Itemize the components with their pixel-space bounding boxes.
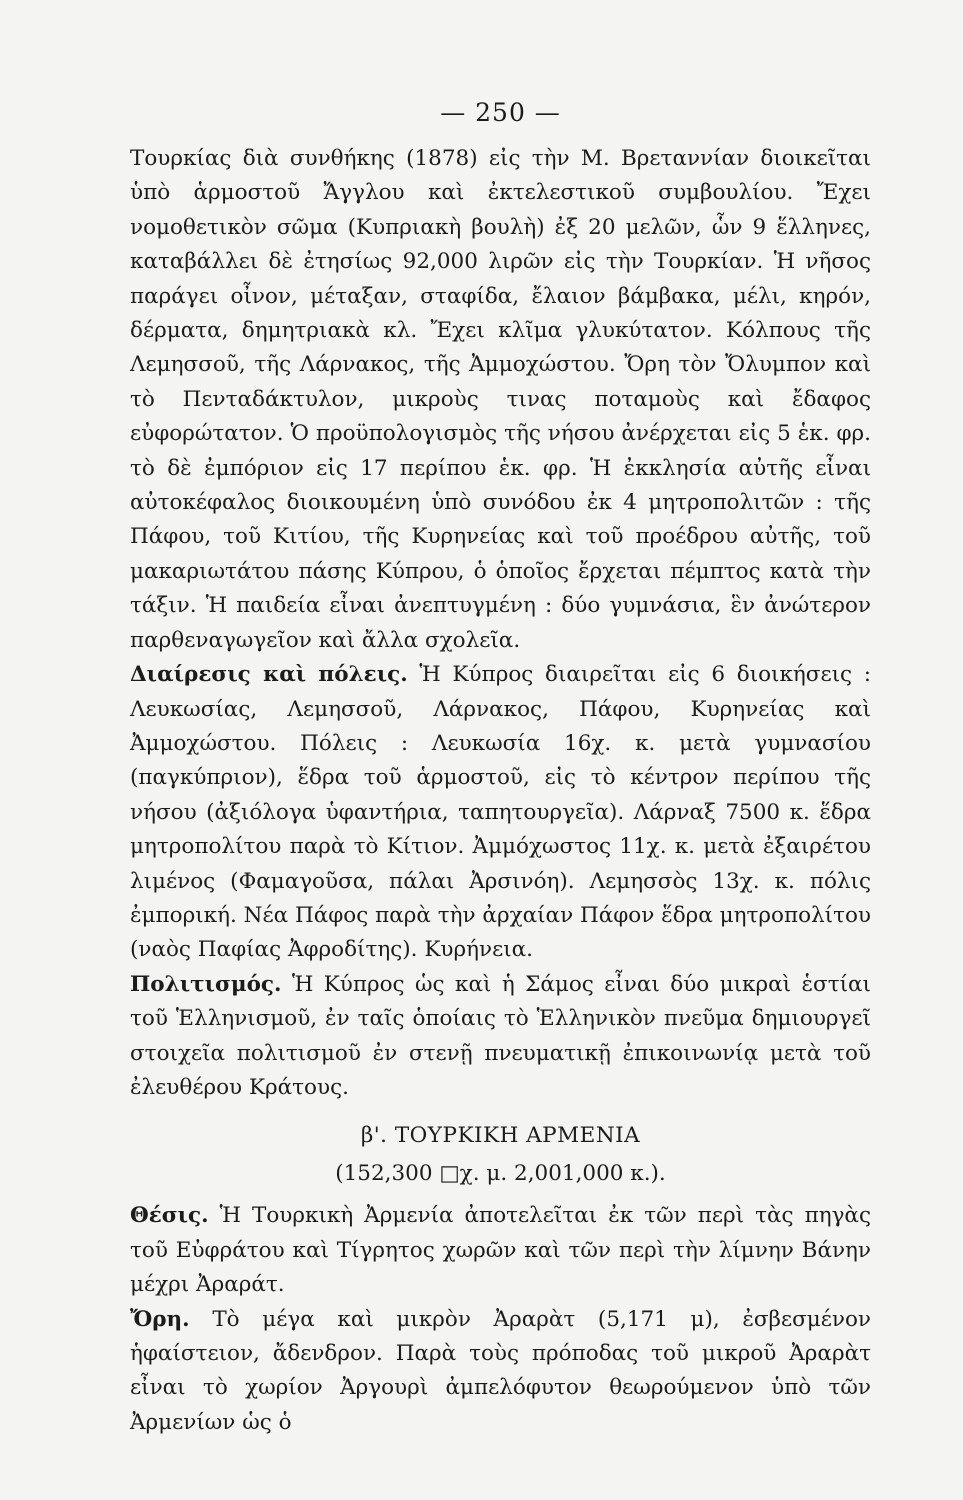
culture-heading: Πολιτισμός. [130,971,282,997]
position-text: Ἡ Τουρκικὴ Ἀρμενία ἀποτελεῖται ἐκ τῶν περὶ τὰς πηγὰς τοῦ Εὐφράτου καὶ Τίγρητος χωρῶν καὶ τῶν περὶ τὴν λίμνην Βάνην μέχρι Ἀραράτ. [130,1203,871,1298]
mountains-paragraph [130,1303,871,1441]
culture-text: Ἡ Κύπρος ὡς καὶ ἡ Σάμος εἶναι δύο μικραὶ ἑστίαι τοῦ Ἑλληνισμοῦ, ἐν ταῖς ὁποίαις τὸ Ἑλληνικὸν πνεῦμα δημιουργεῖ στοιχεῖα πολιτισμοῦ ἐν στενῇ πνευματικῇ ἐπικοινωνίᾳ μετὰ τοῦ ἐλευθέρου Κράτους. [130,971,871,1100]
position-paragraph [130,1199,871,1302]
division-paragraph [130,658,871,968]
position-heading: Θέσις. [130,1203,209,1229]
culture-paragraph [130,968,871,1106]
division-text: Ἡ Κύπρος διαιρεῖται εἰς 6 διοικήσεις : Λευκωσίας, Λεμησσοῦ, Λάρνακος, Πάφου, Κυρηνείας καὶ Ἀμμοχώστου. Πόλεις : Λευκωσία 16χ. κ. μετὰ γυμνασίου (παγκύπριον), ἕδρα τοῦ ἁρμοστοῦ, εἰς τὸ κέντρον περίπου τῆς νήσου (ἀξιόλογα ὑφαντήρια, ταπητουργεῖα). Λάρναξ 7500 κ. ἕδρα μητροπολίτου παρὰ τὸ Κίτιον. Ἀμμόχωστος 11χ. κ. μετὰ ἐξαιρέτου λιμένος (Φαμαγοῦσα, πάλαι Ἀρσινόη). Λεμησσὸς 13χ. κ. πόλις ἐμπορική. Νέα Πάφος παρὰ τὴν ἀρχαίαν Πάφον ἕδρα μητροπολίτου (ναὸς Παφίας Ἀφροδίτης). Κυρήνεια. [130,662,872,963]
mountains-heading: Ὄρη. [130,1306,190,1332]
division-heading: Διαίρεσις καὶ πόλεις. [130,662,408,688]
section-subtitle: (152,300 □χ. μ. 2,001,000 κ.). [335,1161,666,1187]
mountains-text: Τὸ μέγα καὶ μικρὸν Ἀραρὰτ (5,171 μ), ἐσβεσμένον ἡφαίστειον, ἄδενδρον. Παρὰ τοὺς πρόποδας τοῦ μικροῦ Ἀραρὰτ εἶναι τὸ χωρίον Ἀργουρὶ ἀμπελόφυτον θεωρούμενον ὑπὸ τῶν Ἀρμενίων ὡς ὁ [130,1306,871,1435]
section-title: β'. ΤΟΥΡΚΙΚΗ ΑΡΜΕΝΙΑ [360,1123,641,1149]
cyprus-intro-paragraph: Τουρκίας διὰ συνθήκης (1878) εἰς τὴν Μ. Βρεταννίαν διοικεῖται ὑπὸ ἁρμοστοῦ Ἄγγλου καὶ ἐκτελεστικοῦ συμβουλίου. Ἔχει νομοθετικὸν σῶμα (Κυπριακὴ βουλὴ) ἐξ 20 μελῶν, ὧν 9 ἕλληνες, καταβάλλει δὲ ἐτησίως 92,000 λιρῶν εἰς τὴν Τουρκίαν. Ἡ νῆσος παράγει οἶνον, μέταξαν, σταφίδα, ἔλαιον βάμβακα, μέλι, κηρόν, δέρματα, δημητριακὰ κλ. Ἔχει κλῖμα γλυκύτατον. Κόλπους τῆς Λεμησσοῦ, τῆς Λάρνακος, τῆς Ἀμμοχώστου. Ὄρη τὸν Ὄλυμπον καὶ τὸ Πενταδάκτυλον, μικροὺς τινας ποταμοὺς καὶ ἔδαφος εὐφορώτατον. Ὁ προϋπολογισμὸς τῆς νήσου ἀνέρχεται εἰς 5 ἑκ. φρ. τὸ δὲ ἐμπόριον εἰς 17 περίπου ἑκ. φρ. Ἡ ἐκκλησία αὐτῆς εἶναι αὐτοκέφαλος διοικουμένη ὑπὸ συνόδου ἐκ 4 μητροπολιτῶν : τῆς Πάφου, τοῦ Κιτίου, τῆς Κυρηνείας καὶ τοῦ προέδρου αὐτῆς, τοῦ μακαριωτάτου πάσης Κύπρου, ὁ ὁποῖος ἔρχεται πέμπτος κατὰ τὴν τάξιν. Ἡ παιδεία εἶναι ἀνεπτυγμένη : δύο γυμνάσια, ἓν ἀνώτερον παρθεναγωγεῖον καὶ ἄλλα σχολεῖα. [130,146,871,653]
page-number: — 250 — [440,98,561,127]
